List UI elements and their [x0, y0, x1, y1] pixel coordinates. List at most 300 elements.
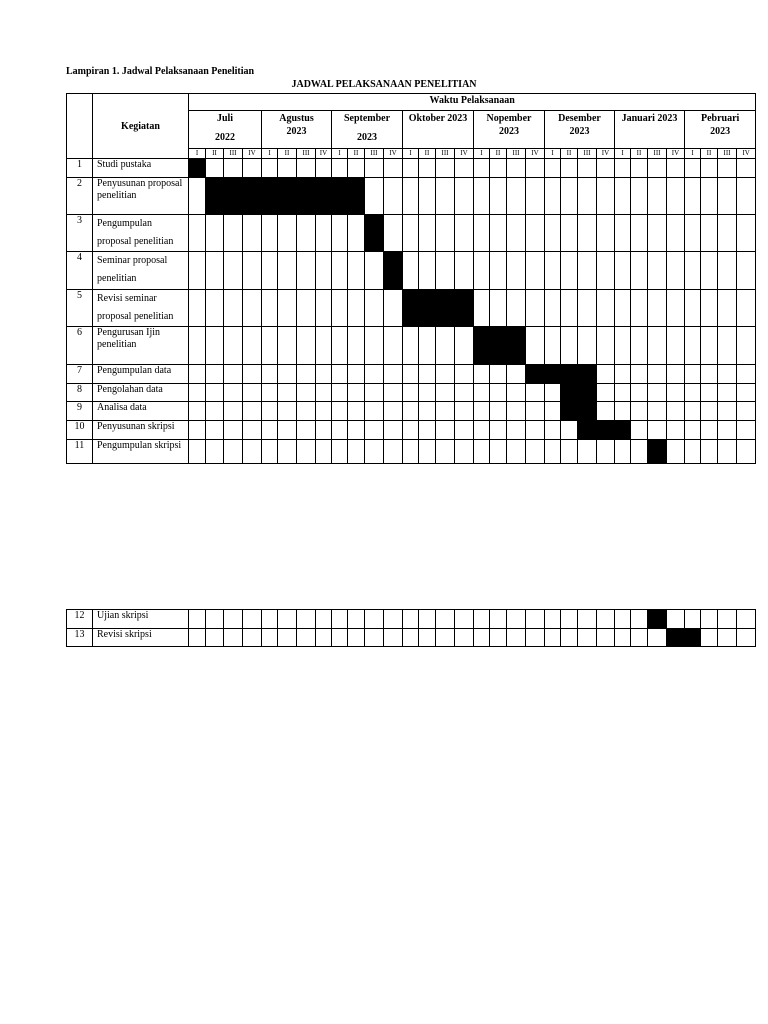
- month-name: Pebruari: [700, 113, 740, 124]
- schedule-cell: [631, 327, 648, 365]
- schedule-cell: [332, 159, 348, 178]
- schedule-cell: [365, 610, 384, 629]
- schedule-bar-cell: [578, 365, 597, 384]
- schedule-cell: [667, 327, 685, 365]
- schedule-cell: [615, 178, 631, 215]
- schedule-bar-cell: [384, 252, 403, 290]
- month-year: 2023: [710, 126, 731, 137]
- schedule-cell: [685, 384, 701, 402]
- schedule-cell: [718, 384, 737, 402]
- schedule-cell: [365, 327, 384, 365]
- schedule-cell: [455, 365, 474, 384]
- schedule-bar-cell: [436, 290, 455, 327]
- schedule-cell: [419, 384, 436, 402]
- schedule-cell: [436, 159, 455, 178]
- schedule-cell: [561, 159, 578, 178]
- schedule-cell: [667, 384, 685, 402]
- schedule-cell: [436, 178, 455, 215]
- schedule-cell: [667, 421, 685, 440]
- schedule-cell: [384, 440, 403, 464]
- schedule-cell: [631, 440, 648, 464]
- schedule-cell: [189, 402, 206, 421]
- schedule-cell: [685, 610, 701, 629]
- schedule-bar-cell: [490, 327, 507, 365]
- schedule-cell: [189, 421, 206, 440]
- schedule-cell: [297, 610, 316, 629]
- schedule-table-continued: [66, 609, 756, 647]
- schedule-cell: [455, 384, 474, 402]
- schedule-cell: [278, 252, 297, 290]
- schedule-cell: [685, 440, 701, 464]
- schedule-cell: [332, 402, 348, 421]
- schedule-cell: [561, 421, 578, 440]
- schedule-bar-cell: [561, 365, 578, 384]
- schedule-bar-cell: [206, 178, 224, 215]
- schedule-cell: [262, 365, 278, 384]
- week-header: III: [365, 149, 384, 159]
- schedule-cell: [701, 159, 718, 178]
- week-header: I: [545, 149, 561, 159]
- schedule-bar-cell: [224, 178, 243, 215]
- month-header-pebruari: [685, 111, 756, 149]
- schedule-cell: [631, 629, 648, 647]
- schedule-cell: [507, 402, 526, 421]
- schedule-cell: [718, 178, 737, 215]
- schedule-cell: [403, 610, 419, 629]
- header-row-waktu: [67, 94, 756, 111]
- month-name: Agustus: [279, 113, 314, 124]
- schedule-cell: [578, 215, 597, 252]
- schedule-cell: [316, 159, 332, 178]
- schedule-cell: [631, 610, 648, 629]
- month-year: 2023: [357, 132, 377, 143]
- schedule-bar-cell: [578, 384, 597, 402]
- schedule-cell: [597, 290, 615, 327]
- week-header: III: [297, 149, 316, 159]
- schedule-cell: [561, 290, 578, 327]
- schedule-cell: [561, 178, 578, 215]
- week-header: I: [189, 149, 206, 159]
- schedule-cell: [631, 365, 648, 384]
- schedule-cell: [490, 440, 507, 464]
- schedule-bar-cell: [297, 178, 316, 215]
- schedule-cell: [224, 629, 243, 647]
- schedule-bar-cell: [455, 290, 474, 327]
- schedule-cell: [189, 440, 206, 464]
- activity-label: Pengumpulan skripsi: [93, 440, 189, 464]
- schedule-cell: [718, 610, 737, 629]
- schedule-cell: [297, 629, 316, 647]
- schedule-cell: [262, 440, 278, 464]
- month-year: 2023: [286, 126, 307, 137]
- schedule-cell: [278, 629, 297, 647]
- week-header: II: [561, 149, 578, 159]
- schedule-cell: [316, 290, 332, 327]
- schedule-cell: [507, 629, 526, 647]
- row-number: 7: [67, 365, 93, 384]
- schedule-bar-cell: [526, 365, 545, 384]
- schedule-cell: [206, 215, 224, 252]
- schedule-cell: [403, 629, 419, 647]
- schedule-cell: [224, 384, 243, 402]
- schedule-cell: [474, 215, 490, 252]
- schedule-cell: [490, 365, 507, 384]
- schedule-cell: [667, 365, 685, 384]
- schedule-cell: [316, 610, 332, 629]
- schedule-cell: [297, 252, 316, 290]
- schedule-cell: [685, 215, 701, 252]
- schedule-cell: [224, 215, 243, 252]
- schedule-cell: [545, 290, 561, 327]
- schedule-cell: [648, 159, 667, 178]
- week-header: I: [332, 149, 348, 159]
- schedule-cell: [224, 252, 243, 290]
- schedule-cell: [384, 290, 403, 327]
- schedule-cell: [545, 327, 561, 365]
- activity-label: Analisa data: [93, 402, 189, 421]
- row-number: 5: [67, 290, 93, 327]
- week-header: II: [701, 149, 718, 159]
- schedule-cell: [718, 365, 737, 384]
- schedule-cell: [526, 327, 545, 365]
- schedule-cell: [419, 215, 436, 252]
- schedule-bar-cell: [578, 402, 597, 421]
- schedule-cell: [316, 629, 332, 647]
- schedule-cell: [737, 440, 756, 464]
- schedule-cell: [316, 327, 332, 365]
- schedule-cell: [507, 365, 526, 384]
- schedule-cell: [597, 629, 615, 647]
- schedule-cell: [490, 252, 507, 290]
- activity-row: [67, 159, 756, 178]
- week-header: I: [262, 149, 278, 159]
- schedule-cell: [348, 610, 365, 629]
- schedule-cell: [384, 421, 403, 440]
- schedule-cell: [297, 402, 316, 421]
- schedule-cell: [224, 290, 243, 327]
- schedule-cell: [455, 178, 474, 215]
- week-header: III: [578, 149, 597, 159]
- week-header: II: [278, 149, 297, 159]
- schedule-cell: [436, 365, 455, 384]
- schedule-cell: [648, 290, 667, 327]
- schedule-cell: [615, 215, 631, 252]
- schedule-cell: [403, 421, 419, 440]
- schedule-cell: [615, 252, 631, 290]
- schedule-cell: [224, 610, 243, 629]
- schedule-cell: [490, 421, 507, 440]
- schedule-cell: [648, 402, 667, 421]
- schedule-cell: [648, 384, 667, 402]
- week-header: III: [436, 149, 455, 159]
- activity-row: [67, 629, 756, 647]
- schedule-cell: [384, 384, 403, 402]
- schedule-cell: [597, 252, 615, 290]
- schedule-cell: [545, 215, 561, 252]
- schedule-cell: [526, 178, 545, 215]
- schedule-cell: [737, 610, 756, 629]
- schedule-cell: [384, 327, 403, 365]
- schedule-cell: [597, 402, 615, 421]
- schedule-cell: [578, 252, 597, 290]
- schedule-cell: [685, 365, 701, 384]
- schedule-cell: [526, 610, 545, 629]
- row-number: 4: [67, 252, 93, 290]
- schedule-cell: [262, 215, 278, 252]
- schedule-cell: [718, 629, 737, 647]
- schedule-bar-cell: [332, 178, 348, 215]
- schedule-cell: [278, 365, 297, 384]
- schedule-cell: [316, 421, 332, 440]
- week-header: IV: [455, 149, 474, 159]
- schedule-cell: [490, 629, 507, 647]
- schedule-cell: [631, 252, 648, 290]
- week-header: II: [348, 149, 365, 159]
- schedule-cell: [316, 252, 332, 290]
- schedule-cell: [474, 365, 490, 384]
- schedule-cell: [737, 384, 756, 402]
- schedule-cell: [545, 252, 561, 290]
- activity-label: Pengurusan Ijin penelitian: [93, 327, 189, 365]
- schedule-cell: [701, 327, 718, 365]
- row-number: 8: [67, 384, 93, 402]
- schedule-cell: [597, 365, 615, 384]
- schedule-cell: [615, 402, 631, 421]
- schedule-cell: [297, 365, 316, 384]
- activity-label: Revisi seminar proposal penelitian: [93, 290, 189, 327]
- activity-label: Ujian skripsi: [93, 610, 189, 629]
- schedule-cell: [545, 178, 561, 215]
- activity-row: [67, 421, 756, 440]
- month-name: Juli: [216, 113, 234, 124]
- schedule-cell: [262, 159, 278, 178]
- schedule-cell: [436, 384, 455, 402]
- schedule-cell: [490, 159, 507, 178]
- schedule-cell: [224, 440, 243, 464]
- schedule-cell: [474, 159, 490, 178]
- schedule-cell: [701, 384, 718, 402]
- schedule-cell: [189, 327, 206, 365]
- schedule-bar-cell: [685, 629, 701, 647]
- schedule-cell: [718, 421, 737, 440]
- month-name: September: [343, 113, 391, 124]
- schedule-cell: [507, 421, 526, 440]
- schedule-cell: [561, 610, 578, 629]
- schedule-cell: [365, 421, 384, 440]
- schedule-cell: [224, 365, 243, 384]
- schedule-cell: [648, 327, 667, 365]
- schedule-cell: [578, 440, 597, 464]
- schedule-cell: [631, 421, 648, 440]
- week-header: III: [648, 149, 667, 159]
- schedule-cell: [490, 402, 507, 421]
- week-header: IV: [243, 149, 262, 159]
- month-year: 2022: [215, 132, 235, 143]
- schedule-cell: [189, 384, 206, 402]
- row-number: 6: [67, 327, 93, 365]
- schedule-cell: [737, 327, 756, 365]
- schedule-cell: [365, 178, 384, 215]
- schedule-cell: [419, 327, 436, 365]
- week-header: III: [718, 149, 737, 159]
- schedule-cell: [667, 290, 685, 327]
- month-header-agustus: [262, 111, 332, 149]
- schedule-cell: [455, 402, 474, 421]
- schedule-cell: [701, 421, 718, 440]
- schedule-cell: [545, 421, 561, 440]
- week-header: IV: [526, 149, 545, 159]
- schedule-cell: [419, 178, 436, 215]
- schedule-cell: [224, 402, 243, 421]
- schedule-cell: [597, 440, 615, 464]
- schedule-cell: [206, 365, 224, 384]
- schedule-cell: [474, 610, 490, 629]
- schedule-cell: [526, 384, 545, 402]
- schedule-cell: [561, 252, 578, 290]
- schedule-cell: [262, 629, 278, 647]
- schedule-cell: [685, 252, 701, 290]
- schedule-cell: [384, 610, 403, 629]
- schedule-cell: [526, 440, 545, 464]
- activity-row: [67, 252, 756, 290]
- schedule-cell: [597, 215, 615, 252]
- schedule-cell: [685, 421, 701, 440]
- activity-row: [67, 327, 756, 365]
- schedule-cell: [316, 215, 332, 252]
- week-header: II: [206, 149, 224, 159]
- schedule-cell: [384, 178, 403, 215]
- schedule-cell: [419, 440, 436, 464]
- schedule-cell: [243, 365, 262, 384]
- schedule-cell: [474, 629, 490, 647]
- schedule-cell: [189, 178, 206, 215]
- schedule-cell: [278, 215, 297, 252]
- schedule-cell: [631, 384, 648, 402]
- activity-row: [67, 610, 756, 629]
- schedule-cell: [348, 327, 365, 365]
- schedule-cell: [615, 384, 631, 402]
- schedule-bar-cell: [262, 178, 278, 215]
- activity-label: Pengumpulan data: [93, 365, 189, 384]
- schedule-cell: [737, 402, 756, 421]
- schedule-cell: [332, 290, 348, 327]
- schedule-cell: [436, 215, 455, 252]
- activity-label: Pengolahan data: [93, 384, 189, 402]
- schedule-cell: [189, 252, 206, 290]
- month-header-september: [332, 111, 403, 149]
- schedule-cell: [297, 215, 316, 252]
- schedule-cell: [332, 440, 348, 464]
- row-number: 10: [67, 421, 93, 440]
- schedule-cell: [243, 384, 262, 402]
- schedule-cell: [403, 252, 419, 290]
- activity-row: [67, 384, 756, 402]
- schedule-cell: [348, 421, 365, 440]
- week-header: I: [685, 149, 701, 159]
- schedule-cell: [384, 629, 403, 647]
- activity-label: Revisi skripsi: [93, 629, 189, 647]
- schedule-bar-cell: [403, 290, 419, 327]
- schedule-cell: [262, 384, 278, 402]
- schedule-cell: [403, 440, 419, 464]
- schedule-cell: [365, 402, 384, 421]
- schedule-cell: [316, 440, 332, 464]
- schedule-cell: [615, 327, 631, 365]
- schedule-cell: [507, 440, 526, 464]
- schedule-cell: [316, 365, 332, 384]
- schedule-cell: [278, 610, 297, 629]
- schedule-cell: [526, 252, 545, 290]
- schedule-cell: [718, 159, 737, 178]
- schedule-cell: [403, 327, 419, 365]
- schedule-cell: [578, 610, 597, 629]
- schedule-cell: [419, 365, 436, 384]
- schedule-cell: [737, 290, 756, 327]
- schedule-cell: [332, 252, 348, 290]
- schedule-cell: [297, 440, 316, 464]
- schedule-cell: [737, 178, 756, 215]
- activity-row: [67, 178, 756, 215]
- activity-label: Seminar proposal penelitian: [93, 252, 189, 290]
- schedule-cell: [648, 365, 667, 384]
- schedule-cell: [648, 178, 667, 215]
- schedule-cell: [403, 178, 419, 215]
- schedule-cell: [507, 159, 526, 178]
- schedule-cell: [384, 402, 403, 421]
- row-number: 3: [67, 215, 93, 252]
- schedule-cell: [561, 629, 578, 647]
- week-header: II: [419, 149, 436, 159]
- schedule-cell: [262, 252, 278, 290]
- activity-row: [67, 215, 756, 252]
- month-header-januari-2023: [615, 111, 685, 149]
- schedule-cell: [474, 402, 490, 421]
- schedule-cell: [561, 440, 578, 464]
- schedule-cell: [436, 610, 455, 629]
- schedule-cell: [436, 440, 455, 464]
- schedule-cell: [262, 290, 278, 327]
- schedule-cell: [206, 327, 224, 365]
- schedule-title: JADWAL PELAKSANAAN PENELITIAN: [291, 79, 477, 90]
- schedule-cell: [206, 159, 224, 178]
- schedule-cell: [348, 252, 365, 290]
- schedule-cell: [597, 384, 615, 402]
- schedule-cell: [648, 629, 667, 647]
- schedule-cell: [578, 159, 597, 178]
- schedule-cell: [455, 215, 474, 252]
- schedule-cell: [419, 610, 436, 629]
- schedule-cell: [243, 629, 262, 647]
- schedule-cell: [243, 421, 262, 440]
- schedule-cell: [718, 290, 737, 327]
- schedule-cell: [474, 421, 490, 440]
- schedule-cell: [615, 159, 631, 178]
- schedule-cell: [278, 440, 297, 464]
- schedule-cell: [243, 215, 262, 252]
- schedule-cell: [578, 327, 597, 365]
- schedule-cell: [701, 365, 718, 384]
- week-header: IV: [316, 149, 332, 159]
- schedule-cell: [737, 421, 756, 440]
- schedule-cell: [365, 159, 384, 178]
- schedule-bar-cell: [243, 178, 262, 215]
- schedule-cell: [507, 252, 526, 290]
- schedule-cell: [224, 421, 243, 440]
- schedule-cell: [348, 629, 365, 647]
- schedule-cell: [545, 159, 561, 178]
- schedule-cell: [685, 178, 701, 215]
- schedule-cell: [507, 384, 526, 402]
